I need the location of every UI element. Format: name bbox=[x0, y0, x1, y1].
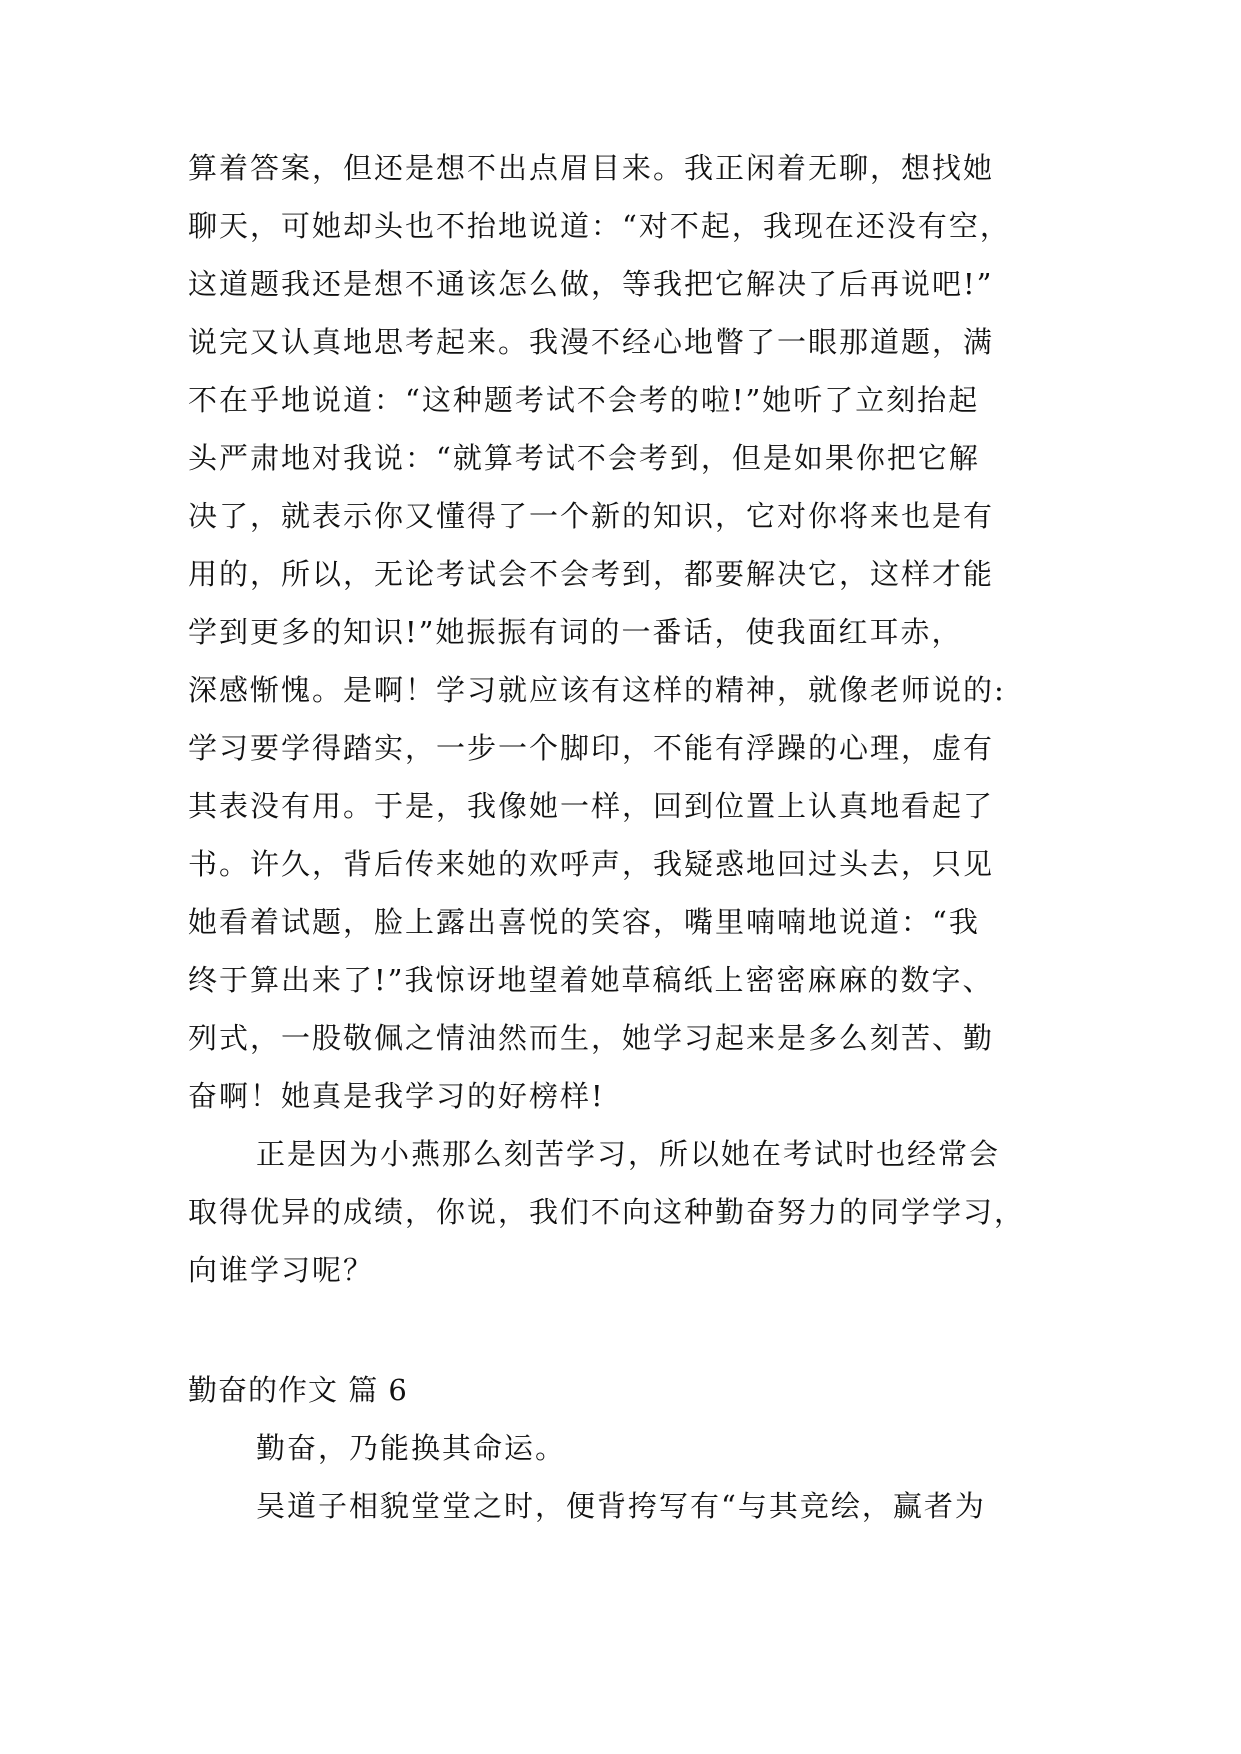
section-heading: 勤奋的作文 篇 6 bbox=[188, 1373, 408, 1407]
text-line: 吴道子相貌堂堂之时，便背挎写有“与其竞绘，赢者为 bbox=[256, 1489, 986, 1523]
text-line: 勤奋，乃能换其命运。 bbox=[256, 1431, 567, 1465]
text-line: 用的，所以，无论考试会不会考到，都要解决它，这样才能 bbox=[188, 557, 995, 591]
text-line: 其表没有用。于是，我像她一样，回到位置上认真地看起了 bbox=[188, 789, 995, 823]
text-line: 正是因为小燕那么刻苦学习，所以她在考试时也经常会 bbox=[256, 1137, 1001, 1171]
text-line: 头严肃地对我说：“就算考试不会考到，但是如果你把它解 bbox=[188, 441, 980, 475]
text-line: 终于算出来了!”我惊讶地望着她草稿纸上密密麻麻的数字、 bbox=[188, 963, 994, 997]
text-line: 深感惭愧。是啊！学习就应该有这样的精神，就像老师说的: bbox=[188, 673, 1006, 707]
text-line: 书。许久，背后传来她的欢呼声，我疑惑地回过头去，只见 bbox=[188, 847, 995, 881]
text-line: 这道题我还是想不通该怎么做，等我把它解决了后再说吧!” bbox=[188, 267, 994, 301]
text-line: 向谁学习呢？ bbox=[188, 1253, 375, 1287]
text-line: 学到更多的知识!”她振振有词的一番话，使我面红耳赤， bbox=[188, 615, 963, 649]
text-line: 不在乎地说道：“这种题考试不会考的啦!”她听了立刻抬起 bbox=[188, 383, 980, 417]
text-line: 说完又认真地思考起来。我漫不经心地瞥了一眼那道题，满 bbox=[188, 325, 995, 359]
text-line: 学习要学得踏实，一步一个脚印，不能有浮躁的心理，虚有 bbox=[188, 731, 995, 765]
text-line: 算着答案，但还是想不出点眉目来。我正闲着无聊，想找她 bbox=[188, 151, 995, 185]
text-line: 列式，一股敬佩之情油然而生，她学习起来是多么刻苦、勤 bbox=[188, 1021, 995, 1055]
text-line: 决了，就表示你又懂得了一个新的知识，它对你将来也是有 bbox=[188, 499, 995, 533]
text-line: 她看着试题，脸上露出喜悦的笑容，嘴里喃喃地说道：“我 bbox=[188, 905, 980, 939]
text-line: 奋啊！她真是我学习的好榜样! bbox=[188, 1079, 605, 1113]
text-line: 取得优异的成绩，你说，我们不向这种勤奋努力的同学学习， bbox=[188, 1195, 1026, 1229]
text-line: 聊天，可她却头也不抬地说道：“对不起，我现在还没有空， bbox=[188, 209, 1011, 243]
